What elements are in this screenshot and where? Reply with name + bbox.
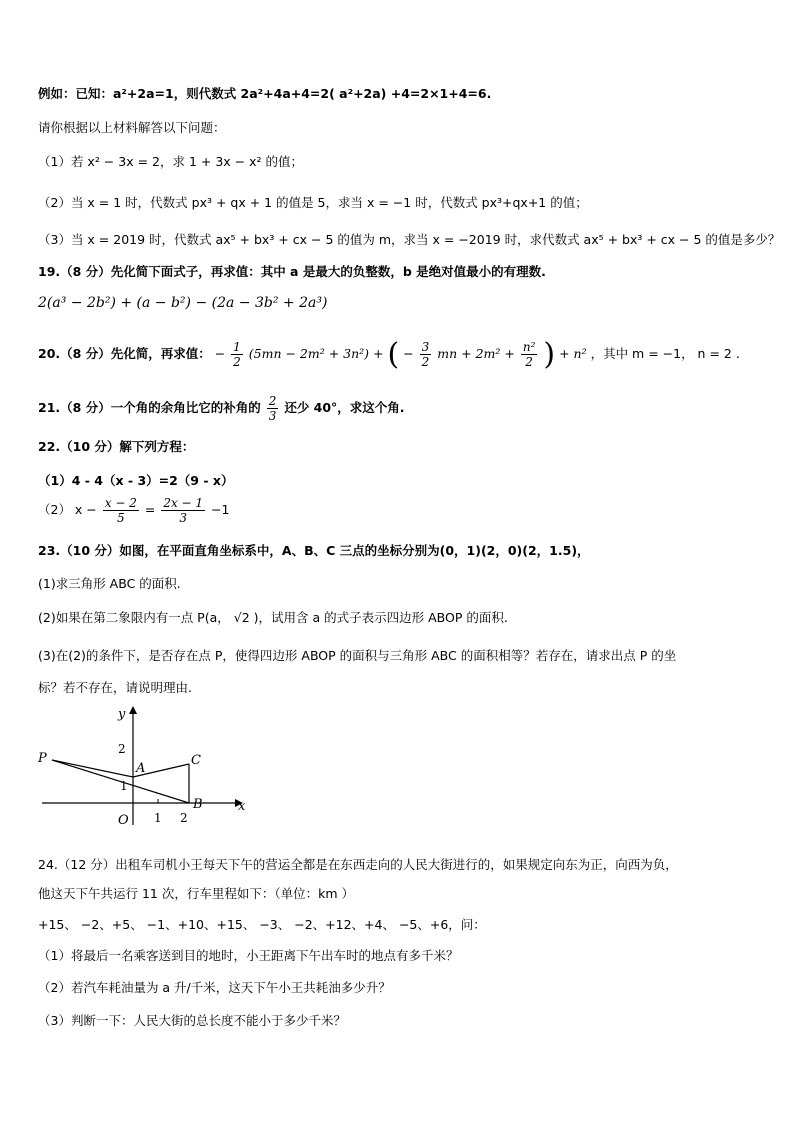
q20-f2-num: 3 — [421, 340, 430, 354]
q24-data: +15、 −2、+5、 −1、+10、+15、 −3、 −2、+12、+4、 −5、+6，问： — [38, 917, 486, 932]
coordinate-figure — [30, 700, 260, 835]
q21-fraction — [267, 394, 279, 423]
q23-part3a: (3)在(2)的条件下，是否存在点 P，使得四边形 ABOP 的面积与三角形 ABC 的面积相等？若存在，请求出点 P 的坐 — [38, 648, 677, 663]
q20-f1-num: 1 — [233, 340, 241, 354]
point-label-B: B — [193, 797, 203, 812]
q20-f3-num: n² — [522, 340, 536, 354]
q20-f2-den: 2 — [421, 355, 430, 369]
q18-part2: （2）当 x = 1 时，代数式 px³ + qx + 1 的值是 5，求当 x = −1 时，代数式 px³+qx+1 的值； — [38, 195, 588, 210]
q19-stem: 19.（8 分）先化简下面式子，再求值：其中 a 是最大的负整数，b 是绝对值最小的有理数. — [38, 264, 546, 279]
q20-inner-sign: − — [403, 346, 414, 361]
tick-label-x2: 2 — [180, 811, 188, 825]
q24-stem-a: 24.（12 分）出租车司机小王每天下午的营运全都是在东西走向的人民大街进行的，如果规定向东为正，向西为负， — [38, 857, 678, 872]
q21-f-den: 3 — [268, 409, 277, 423]
q20-fraction-2 — [420, 340, 432, 369]
q23-part1: (1)求三角形 ABC 的面积. — [38, 576, 181, 591]
q20-f3-den: 2 — [525, 355, 533, 369]
example-text: 例如：已知：a²+2a=1，则代数式 2a²+4a+4=2( a²+2a) +4=2×1+4=6. — [38, 86, 492, 101]
q21-f-num: 2 — [268, 394, 277, 408]
q24-part1: （1）将最后一名乘客送到目的地时，小王距离下午出车时的地点有多千米？ — [38, 948, 459, 963]
y-axis-label: y — [118, 707, 126, 722]
point-label-P: P — [38, 751, 47, 766]
q20-fraction-3 — [521, 340, 538, 369]
q21-prefix: 21.（8 分）一个角的余角比它的补角的 — [38, 400, 261, 415]
q18-part1: （1）若 x² − 3x = 2，求 1 + 3x − x² 的值； — [38, 154, 303, 169]
q20-expr-2: mn + 2m² + — [437, 346, 519, 361]
q24-part2: （2）若汽车耗油量为 a 升/千米，这天下午小王共耗油多少升？ — [38, 980, 391, 995]
q19-expression: 2(a³ − 2b²) + (a − b²) − (2a − 3b² + 2a³) — [38, 295, 328, 311]
q22-stem: 22.（10 分）解下列方程： — [38, 439, 195, 454]
q20-prefix: 20.（8 分）先化简，再求值： — [38, 346, 211, 361]
tick-label-y1: 1 — [120, 779, 128, 793]
q22-fraction-1 — [103, 496, 139, 525]
q22-part2 — [38, 496, 229, 525]
point-label-C: C — [191, 753, 201, 768]
q24-stem-b: 他这天下午共运行 11 次，行车里程如下：（单位：km ） — [38, 886, 354, 901]
q18-part3: （3）当 x = 2019 时，代数式 ax⁵ + bx³ + cx − 5 的值为 m，求当 x = −2019 时，求代数式 ax⁵ + bx³ + cx − 5 的值是多少？ — [38, 232, 781, 247]
q23-part2: (2)如果在第二象限内有一点 P(a， √2 )，试用含 a 的式子表示四边形 ABOP 的面积. — [38, 610, 508, 625]
segment-P-B — [52, 760, 189, 803]
q22-fraction-2 — [161, 496, 205, 525]
y-axis-arrow — [129, 706, 137, 714]
q23-part3b: 标？若不存在，请说明理由. — [38, 680, 192, 695]
q20-line — [38, 337, 740, 372]
q20-fraction-1 — [231, 340, 243, 369]
q24-part3: （3）判断一下：人民大街的总长度不能小于多少千米？ — [38, 1013, 346, 1028]
segment-P-A — [52, 760, 133, 777]
x-axis-label: x — [238, 799, 246, 814]
q22-part1: （1）4 - 4（x - 3）=2（9 - x） — [38, 473, 234, 488]
q22-p2-suffix: −1 — [211, 502, 230, 517]
q22-f2-num: 2x − 1 — [163, 496, 204, 510]
q22-equals: = — [144, 502, 156, 517]
q20-expr-1: (5mn − 2m² + 3n²) + — [248, 346, 388, 361]
q22-f1-num: x − 2 — [104, 496, 137, 510]
point-label-O: O — [118, 813, 129, 828]
q20-open-paren: ( — [387, 337, 400, 372]
q22-p2-prefix: （2） x − — [38, 502, 97, 517]
instruction-text: 请你根据以上材料解答以下问题： — [38, 120, 226, 135]
q20-expr-3: + n² — [559, 346, 587, 361]
q20-close-paren: ) — [543, 337, 556, 372]
q20-suffix: ，其中 m = −1， n = 2 . — [590, 346, 740, 361]
q22-f2-den: 3 — [179, 511, 187, 525]
point-label-A: A — [136, 761, 146, 776]
q20-lead-sign: − — [214, 346, 226, 361]
q20-f1-den: 2 — [233, 355, 241, 369]
tick-label-y2: 2 — [118, 742, 126, 756]
q21-line — [38, 394, 405, 423]
q23-stem: 23.（10 分）如图，在平面直角坐标系中，A、B、C 三点的坐标分别为(0，1)(2，0)(2，1.5)， — [38, 543, 590, 558]
q21-suffix: 还少 40°，求这个角. — [284, 400, 405, 415]
q22-f1-den: 5 — [116, 511, 125, 525]
tick-label-x1: 1 — [154, 811, 162, 825]
